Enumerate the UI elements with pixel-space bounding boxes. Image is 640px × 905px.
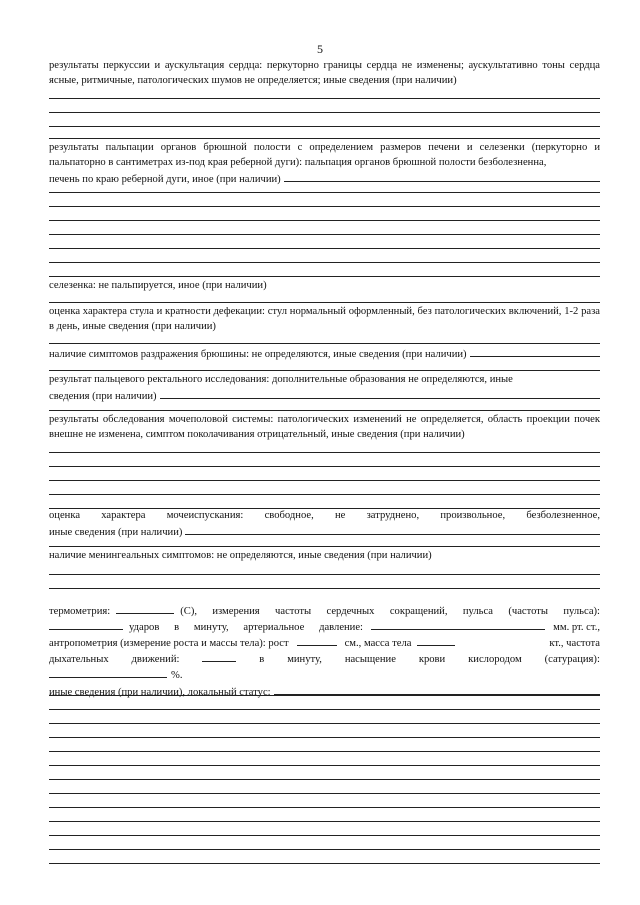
rectal-field[interactable] xyxy=(160,387,600,399)
resp-rate-field[interactable] xyxy=(202,651,236,662)
peritoneal-text: наличие симптомов раздражения брюшины: не определяются, иные сведения (при наличии) xyxy=(49,349,467,360)
blank-line[interactable] xyxy=(49,343,600,344)
urination-word: характера xyxy=(101,510,146,521)
blank-line[interactable] xyxy=(49,695,600,696)
heart-rate-label: (С), измерения частоты сердечных сокращений, пульса (частоты пульса): xyxy=(180,606,600,617)
weight-field[interactable] xyxy=(417,635,455,646)
abdomen-text-1: результаты пальпации органов брюшной полости с определением размеров печени и селезенки (перкуторно и пальпаторно в сантиметрах из-под края реберной дуги): пальпация органов брюшной полости безболезненна, xyxy=(49,142,600,168)
blank-line[interactable] xyxy=(49,192,600,193)
abdomen-section xyxy=(49,140,600,187)
thermometry-label: термометрия: xyxy=(49,606,111,617)
spleen-section: селезенка: не пальпируется, иное (при наличии) xyxy=(49,280,267,291)
blank-line[interactable] xyxy=(49,494,600,495)
peritoneal-field[interactable] xyxy=(470,345,600,357)
blank-line[interactable] xyxy=(49,126,600,127)
abdomen-row-2 xyxy=(49,170,600,187)
urination-line-1 xyxy=(49,508,600,523)
blank-line[interactable] xyxy=(49,302,600,303)
vitals-word: движений: xyxy=(131,654,180,665)
urination-word: произвольное, xyxy=(440,510,506,521)
blank-line[interactable] xyxy=(49,737,600,738)
rectal-text-1: результат пальцевого ректального исследования: дополнительные образования не определяются, иные xyxy=(49,374,513,385)
vitals-word: (сатурация): xyxy=(544,654,600,665)
vitals-word: насыщение xyxy=(344,654,396,665)
vitals-word: минуту, xyxy=(287,654,322,665)
temperature-field[interactable] xyxy=(116,603,174,614)
blank-line[interactable] xyxy=(49,835,600,836)
vitals-word: дыхательных xyxy=(49,654,109,665)
local-status-field[interactable] xyxy=(274,683,600,695)
blood-pressure-field[interactable] xyxy=(371,619,545,630)
blank-line[interactable] xyxy=(49,138,600,139)
urination-word: затруднено, xyxy=(366,510,420,521)
blank-line[interactable] xyxy=(49,452,600,453)
urination-word: безболезненное, xyxy=(526,510,600,521)
blank-line[interactable] xyxy=(49,480,600,481)
blank-line[interactable] xyxy=(49,793,600,794)
peritoneal-section xyxy=(49,345,600,362)
resp-rate-label: кт., частота xyxy=(549,638,600,649)
rectal-section xyxy=(49,372,600,404)
urination-word: свободное, xyxy=(264,510,314,521)
page-number: 5 xyxy=(317,42,323,56)
blank-line[interactable] xyxy=(49,709,600,710)
blank-line[interactable] xyxy=(49,821,600,822)
blank-line[interactable] xyxy=(49,276,600,277)
meningeal-section: наличие менингеальных симптомов: не определяются, иные сведения (при наличии) xyxy=(49,550,432,561)
blank-line[interactable] xyxy=(49,574,600,575)
blank-line[interactable] xyxy=(49,98,600,99)
urination-field[interactable] xyxy=(185,523,600,535)
blank-line[interactable] xyxy=(49,807,600,808)
urination-word: оценка xyxy=(49,510,81,521)
blank-line[interactable] xyxy=(49,751,600,752)
urination-text-2: иные сведения (при наличии) xyxy=(49,527,183,538)
abdomen-other-field[interactable] xyxy=(284,170,600,182)
rectal-text-2: сведения (при наличии) xyxy=(49,391,157,402)
height-field[interactable] xyxy=(297,635,337,646)
vitals-word: крови xyxy=(418,654,446,665)
vitals-section xyxy=(49,603,600,700)
stool-section: оценка характера стула и кратности дефекации: стул нормальный оформленный, без патологических включений, 1-2 раза в день, иные сведения (при наличии) xyxy=(49,306,600,332)
blank-line[interactable] xyxy=(49,765,600,766)
blank-line[interactable] xyxy=(49,863,600,864)
blank-line[interactable] xyxy=(49,849,600,850)
local-status-label: иные сведения (при наличии), локальный статус: xyxy=(49,687,271,698)
pulse-field[interactable] xyxy=(49,619,123,630)
anthropometry-label: антропометрия (измерение роста и массы тела): рост xyxy=(49,638,289,649)
blank-line[interactable] xyxy=(49,370,600,371)
blank-line[interactable] xyxy=(49,588,600,589)
urination-word: не xyxy=(334,510,346,521)
cardiac-section: результаты перкуссии и аускультация сердца: перкуторно границы сердца не изменены; аускультативно тоны сердца ясные, ритмичные, патологических шумов не определяется; иные сведения (при наличии) xyxy=(49,60,600,86)
pressure-label: ударов в минуту, артериальное давление: xyxy=(129,622,363,633)
vitals-word: кислородом xyxy=(468,654,522,665)
mmhg-label: мм. рт. ст., xyxy=(553,622,600,633)
urinary-section: результаты обследования мочеполовой системы: патологических изменений не определяется, область проекции почек внешне не изменена, симптом поколачивания отрицательный, иные сведения (при наличии) xyxy=(49,414,600,440)
blank-line[interactable] xyxy=(49,206,600,207)
blank-line[interactable] xyxy=(49,112,600,113)
blank-line[interactable] xyxy=(49,546,600,547)
percent-label: %. xyxy=(171,670,183,681)
blank-line[interactable] xyxy=(49,234,600,235)
vitals-word: в xyxy=(259,654,265,665)
saturation-field[interactable] xyxy=(49,667,167,678)
blank-line[interactable] xyxy=(49,410,600,411)
blank-line[interactable] xyxy=(49,723,600,724)
blank-line[interactable] xyxy=(49,248,600,249)
blank-line[interactable] xyxy=(49,220,600,221)
abdomen-text-2: печень по краю реберной дуги, иное (при наличии) xyxy=(49,174,281,185)
weight-label: см., масса тела xyxy=(344,638,412,649)
blank-line[interactable] xyxy=(49,466,600,467)
urination-word: мочеиспускания: xyxy=(166,510,244,521)
urination-section xyxy=(49,508,600,540)
blank-line[interactable] xyxy=(49,779,600,780)
blank-line[interactable] xyxy=(49,262,600,263)
